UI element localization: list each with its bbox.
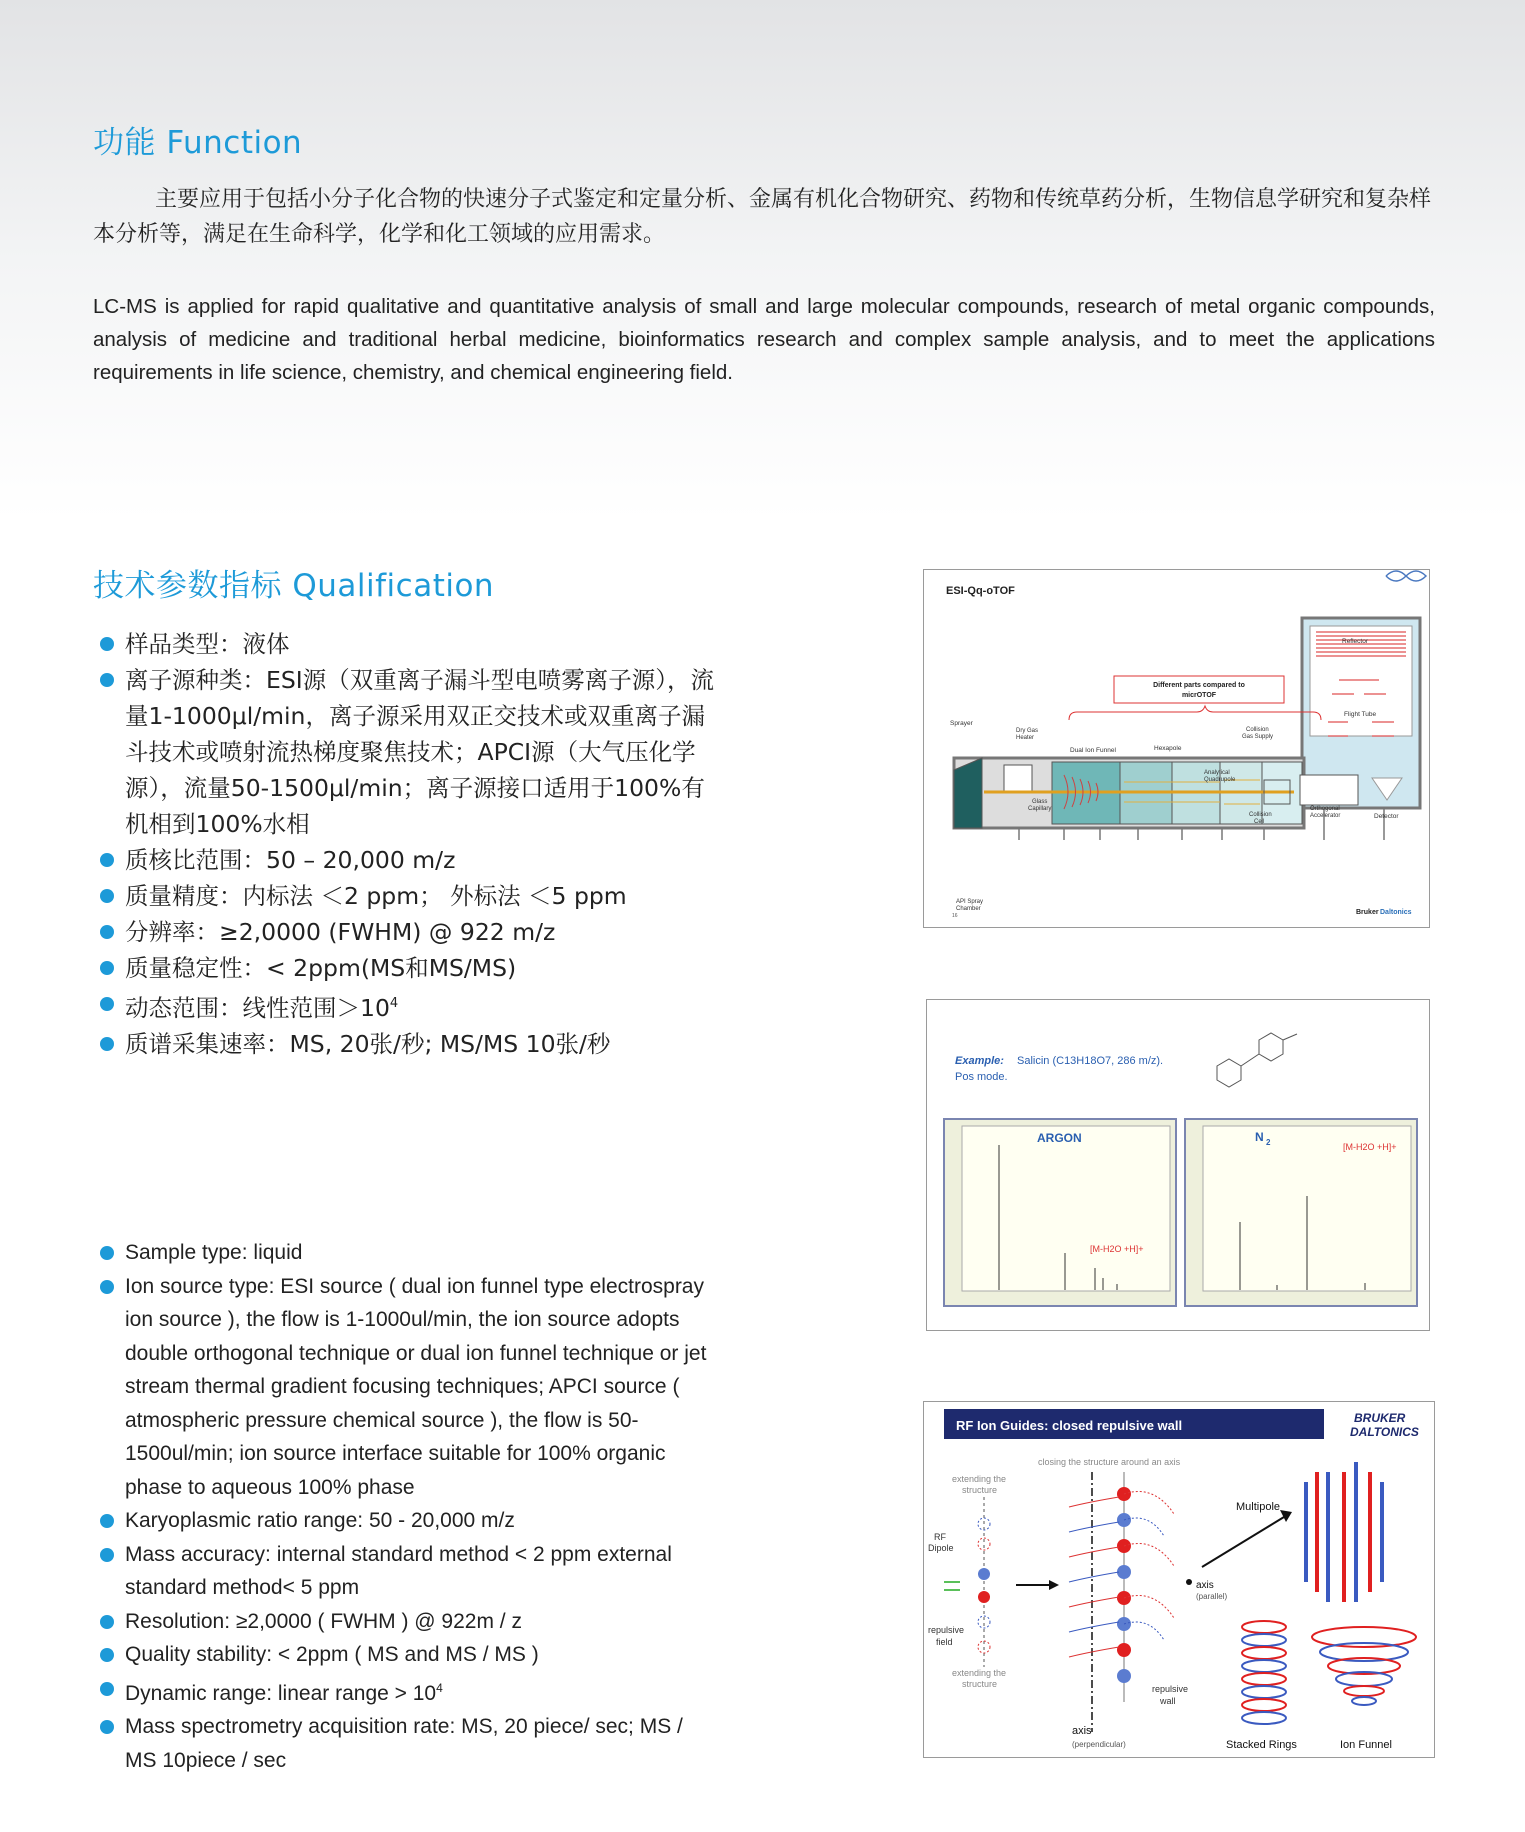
svg-text:Example:: Example: bbox=[955, 1055, 1004, 1067]
figure-esi-qq-otof bbox=[923, 569, 1430, 928]
superscript: 4 bbox=[389, 996, 399, 1011]
svg-text:Pos mode.: Pos mode. bbox=[955, 1071, 1008, 1083]
svg-text:Stacked Rings: Stacked Rings bbox=[1226, 1739, 1297, 1751]
svg-text:Capillary: Capillary bbox=[1028, 806, 1052, 812]
svg-text:Quadrupole: Quadrupole bbox=[1204, 777, 1236, 783]
list-item: 质量稳定性：< 2ppm(MS和MS/MS) bbox=[100, 950, 720, 986]
list-item: Sample type: liquid bbox=[100, 1236, 720, 1270]
svg-text:ARGON: ARGON bbox=[1037, 1131, 1082, 1145]
svg-text:Accelerator: Accelerator bbox=[1310, 813, 1341, 819]
list-item: 质核比范围：50 – 20,000 m/z bbox=[100, 842, 720, 878]
svg-text:(perpendicular): (perpendicular) bbox=[1072, 1740, 1126, 1749]
svg-text:API Spray: API Spray bbox=[956, 899, 984, 905]
svg-text:Analytical: Analytical bbox=[1204, 770, 1230, 776]
molecule-structure-icon bbox=[1217, 1033, 1297, 1087]
green-arrows-icon bbox=[944, 1582, 960, 1590]
svg-text:Dipole: Dipole bbox=[928, 1543, 954, 1553]
superscript: 4 bbox=[436, 1680, 443, 1695]
svg-text:Cell: Cell bbox=[1254, 819, 1265, 825]
svg-text:Detector: Detector bbox=[1374, 813, 1399, 820]
svg-text:structure: structure bbox=[962, 1679, 998, 1689]
qualification-cn-list bbox=[100, 626, 720, 1062]
svg-text:RF Ion Guides: closed repulsiv: RF Ion Guides: closed repulsive wall bbox=[956, 1418, 1183, 1433]
multipole-rods bbox=[1306, 1462, 1382, 1602]
function-cn-paragraph: 主要应用于包括小分子化合物的快速分子式鉴定和定量分析、金属有机化合物研究、药物和传统草药分析，生物信息学研究和复杂样本分析等，满足在生命科学，化学和化工领域的应用需求。 bbox=[93, 187, 1432, 247]
svg-text:Dry Gas: Dry Gas bbox=[1016, 728, 1039, 734]
figure-rf-ion-guides bbox=[923, 1401, 1435, 1758]
svg-text:Gas Supply: Gas Supply bbox=[1242, 734, 1274, 740]
svg-text:wall: wall bbox=[1160, 1696, 1176, 1706]
svg-text:Dual Ion Funnel: Dual Ion Funnel bbox=[1070, 747, 1116, 754]
svg-text:extending the: extending the bbox=[952, 1474, 1007, 1484]
figure-title: ESI-Qq-oTOF bbox=[946, 585, 1015, 597]
list-item: Ion source type: ESI source ( dual ion funnel type electrospray ion source ), the flow is 1-1000ul/min, the ion source adopts double orthogonal technique or dual ion funnel technique or jet stream thermal gradient focusing techniques; APCI source ( atmospheric pressure chemical source ), the flow is 50-1500ul/min; ion source interface suitable for 100% organic phase to aqueous 100% phase bbox=[100, 1270, 720, 1505]
svg-text:Sprayer: Sprayer bbox=[950, 720, 973, 727]
svg-text:[M-H2O +H]+: [M-H2O +H]+ bbox=[1343, 1142, 1397, 1152]
list-item: Karyoplasmic ratio range: 50 - 20,000 m/z bbox=[100, 1504, 720, 1538]
dipole-column bbox=[978, 1497, 990, 1667]
svg-text:DALTONICS: DALTONICS bbox=[1350, 1425, 1419, 1439]
svg-text:Different parts compared to: Different parts compared to bbox=[1153, 682, 1245, 689]
svg-text:closing the structure around a: closing the structure around an axis bbox=[1038, 1457, 1181, 1467]
list-item: 分辨率：≥2,0000 (FWHM) @ 922 m/z bbox=[100, 914, 720, 950]
svg-text:Hexapole: Hexapole bbox=[1154, 745, 1182, 752]
list-item: 动态范围：线性范围$>10^4$ bbox=[100, 986, 720, 1026]
svg-text:Multipole: Multipole bbox=[1236, 1501, 1281, 1513]
dry-gas-heater bbox=[1004, 765, 1032, 793]
rf-ion-guides-diagram bbox=[924, 1402, 1434, 1757]
callout-bracket bbox=[1069, 706, 1321, 720]
svg-text:2: 2 bbox=[1266, 1138, 1271, 1147]
svg-text:Orthogonal: Orthogonal bbox=[1310, 806, 1340, 812]
qualification-en-list bbox=[100, 1236, 720, 1777]
svg-text:BRUKER: BRUKER bbox=[1354, 1411, 1406, 1425]
svg-text:Bruker: Bruker bbox=[1356, 909, 1379, 916]
figure-salicin-spectra bbox=[926, 999, 1430, 1331]
svg-text:Flight Tube: Flight Tube bbox=[1344, 711, 1377, 718]
repulsive-wall bbox=[1092, 1472, 1131, 1732]
svg-text:Ion Funnel: Ion Funnel bbox=[1340, 1739, 1392, 1751]
svg-text:Salicin (C13H18O7, 286 m/z).: Salicin (C13H18O7, 286 m/z). bbox=[1017, 1055, 1164, 1067]
list-item: 质量精度：内标法 ＜2 ppm； 外标法 ＜5 ppm bbox=[100, 878, 720, 914]
svg-text:extending the: extending the bbox=[952, 1668, 1007, 1678]
svg-text:(parallel): (parallel) bbox=[1196, 1592, 1228, 1601]
svg-text:Glass: Glass bbox=[1032, 799, 1048, 805]
svg-text:Daltonics: Daltonics bbox=[1380, 909, 1412, 916]
svg-text:field: field bbox=[936, 1637, 953, 1647]
svg-text:axis: axis bbox=[1072, 1725, 1092, 1737]
svg-text:Collision: Collision bbox=[1249, 812, 1272, 818]
list-item: 质谱采集速率：MS, 20张/秒; MS/MS 10张/秒 bbox=[100, 1026, 720, 1062]
spray-chamber bbox=[954, 758, 982, 828]
svg-text:RF: RF bbox=[934, 1532, 946, 1542]
list-item: 离子源种类：ESI源（双重离子漏斗型电喷雾离子源），流量1-1000μl/min，离子源采用双正交技术或双重离子漏斗技术或喷射流热梯度聚焦技术；APCI源（大气压化学源），流量50-1500μl/min；离子源接口适用于100%有机相到100%水相 bbox=[100, 662, 720, 842]
svg-text:Collision: Collision bbox=[1246, 727, 1269, 733]
esi-schematic-diagram bbox=[924, 570, 1429, 927]
qualification-heading: 技术参数指标 Qualification bbox=[93, 568, 495, 604]
salicin-spectra-image bbox=[927, 1000, 1429, 1330]
logo-swirl-icon bbox=[1386, 571, 1426, 581]
list-item: Mass accuracy: internal standard method < 2 ppm external standard method< 5 ppm bbox=[100, 1538, 720, 1605]
svg-text:16: 16 bbox=[952, 913, 958, 919]
svg-text:structure: structure bbox=[962, 1485, 998, 1495]
list-item: Resolution: ≥2,0000 ( FWHM ) @ 922m / z bbox=[100, 1605, 720, 1639]
svg-text:axis: axis bbox=[1196, 1580, 1214, 1591]
svg-text:micrOTOF: micrOTOF bbox=[1181, 692, 1217, 699]
svg-text:Chamber: Chamber bbox=[956, 906, 981, 912]
svg-text:Heater: Heater bbox=[1016, 735, 1035, 741]
list-item: 样品类型：液体 bbox=[100, 626, 720, 662]
svg-text:Reflector: Reflector bbox=[1342, 638, 1369, 645]
svg-text:[M-H2O +H]+: [M-H2O +H]+ bbox=[1090, 1244, 1144, 1254]
list-item: Dynamic range: linear range > $10^4$ bbox=[100, 1672, 720, 1711]
list-item: Quality stability: < 2ppm ( MS and MS / MS ) bbox=[100, 1638, 720, 1672]
list-item: Mass spectrometry acquisition rate: MS, 20 piece/ sec; MS / MS 10piece / sec bbox=[100, 1710, 720, 1777]
function-heading: 功能 Function bbox=[93, 125, 303, 161]
svg-text:repulsive: repulsive bbox=[928, 1625, 965, 1635]
svg-text:N: N bbox=[1255, 1130, 1264, 1144]
stacked-rings bbox=[1242, 1621, 1286, 1724]
ion-funnel-rings bbox=[1312, 1627, 1416, 1705]
function-en-paragraph: LC-MS is applied for rapid qualitative and quantitative analysis of small and large molecular compounds, research of metal organic compounds, analysis of medicine and traditional herbal medicine, bioinformatics research and complex sample analysis, and to meet the applications requirements in life science, chemistry, and chemical engineering field. bbox=[93, 295, 1435, 384]
svg-text:repulsive: repulsive bbox=[1152, 1684, 1189, 1694]
